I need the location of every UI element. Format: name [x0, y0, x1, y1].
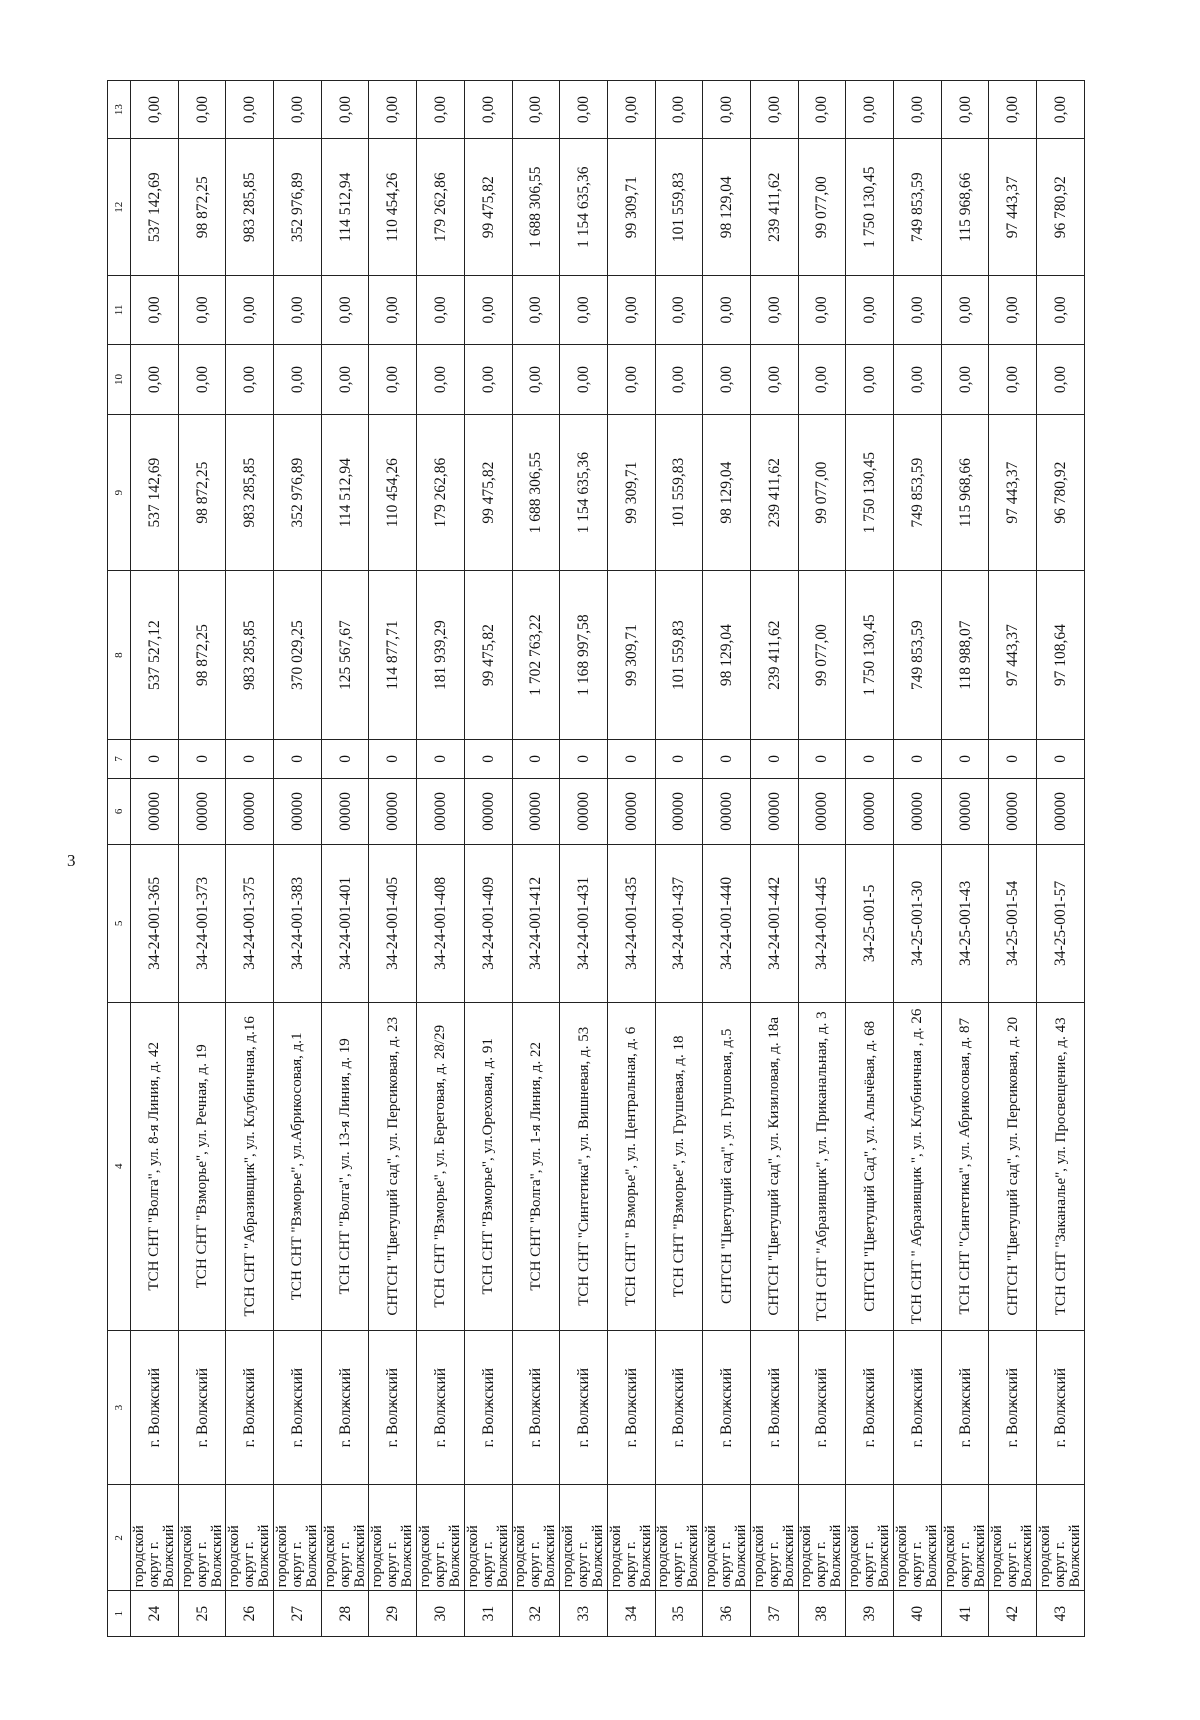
row-number: 38: [798, 1591, 846, 1637]
object-code-cell: 34-24-001-408: [417, 845, 465, 1003]
row-number: 32: [512, 1591, 560, 1637]
col8-value-cell: 1 702 763,22: [512, 571, 560, 740]
column-header: 10: [108, 344, 131, 415]
row-number: 31: [464, 1591, 512, 1637]
col6-cell: 00000: [131, 778, 179, 844]
table-row: [894, 81, 942, 1637]
col7-cell: 0: [941, 740, 989, 778]
address-cell: ТСН СНТ "Взморье", ул.Ореховая, д. 91: [464, 1002, 512, 1330]
col10-value-cell: 0,00: [178, 344, 226, 415]
col9-value-cell: 99 077,00: [798, 415, 846, 571]
district-cell: городской округ г. Волжский: [941, 1485, 989, 1591]
column-header: 11: [108, 276, 131, 345]
col12-value-cell: 352 976,89: [274, 139, 322, 276]
col11-value-cell: 0,00: [798, 276, 846, 345]
col9-value-cell: 983 285,85: [226, 415, 274, 571]
table-row: [846, 81, 894, 1637]
col9-value-cell: 239 411,62: [750, 415, 798, 571]
table-row: [798, 81, 846, 1637]
col8-value-cell: 118 988,07: [941, 571, 989, 740]
col11-value-cell: 0,00: [417, 276, 465, 345]
object-code-cell: 34-25-001-54: [989, 845, 1037, 1003]
col11-value-cell: 0,00: [894, 276, 942, 345]
column-header: 1: [108, 1591, 131, 1637]
city-cell: г. Волжский: [417, 1330, 465, 1485]
district-cell: городской округ г. Волжский: [131, 1485, 179, 1591]
district-cell: городской округ г. Волжский: [178, 1485, 226, 1591]
col7-cell: 0: [274, 740, 322, 778]
row-number: 36: [703, 1591, 751, 1637]
city-cell: г. Волжский: [369, 1330, 417, 1485]
col12-value-cell: 115 968,66: [941, 139, 989, 276]
col11-value-cell: 0,00: [512, 276, 560, 345]
city-cell: г. Волжский: [464, 1330, 512, 1485]
table-row: [703, 81, 751, 1637]
object-code-cell: 34-24-001-365: [131, 845, 179, 1003]
city-cell: г. Волжский: [560, 1330, 608, 1485]
city-cell: г. Волжский: [941, 1330, 989, 1485]
district-cell: городской округ г. Волжский: [226, 1485, 274, 1591]
col8-value-cell: 97 108,64: [1037, 571, 1085, 740]
col9-value-cell: 1 688 306,55: [512, 415, 560, 571]
table-row: [941, 81, 989, 1637]
object-code-cell: 34-25-001-5: [846, 845, 894, 1003]
col6-cell: 00000: [703, 778, 751, 844]
col9-value-cell: 97 443,37: [989, 415, 1037, 571]
col8-value-cell: 98 129,04: [703, 571, 751, 740]
row-number: 27: [274, 1591, 322, 1637]
col6-cell: 00000: [941, 778, 989, 844]
column-header: 13: [108, 81, 131, 139]
object-code-cell: 34-25-001-43: [941, 845, 989, 1003]
col11-value-cell: 0,00: [703, 276, 751, 345]
row-number: 43: [1037, 1591, 1085, 1637]
col12-value-cell: 179 262,86: [417, 139, 465, 276]
district-cell: городской округ г. Волжский: [703, 1485, 751, 1591]
table-body: [131, 81, 1085, 1637]
col8-value-cell: 537 527,12: [131, 571, 179, 740]
col11-value-cell: 0,00: [226, 276, 274, 345]
col7-cell: 0: [1037, 740, 1085, 778]
col7-cell: 0: [798, 740, 846, 778]
col6-cell: 00000: [607, 778, 655, 844]
col11-value-cell: 0,00: [178, 276, 226, 345]
table-row: [417, 81, 465, 1637]
object-code-cell: 34-24-001-435: [607, 845, 655, 1003]
district-cell: городской округ г. Волжский: [798, 1485, 846, 1591]
address-cell: СНТСН "Цветущий сад", ул. Персиковая, д. 20: [989, 1002, 1037, 1330]
col7-cell: 0: [226, 740, 274, 778]
col10-value-cell: 0,00: [989, 344, 1037, 415]
address-cell: СНТСН "Цветущий сад", ул. Кизиловая, д. 18а: [750, 1002, 798, 1330]
rotated-table-sheet: [107, 80, 1085, 1637]
col10-value-cell: 0,00: [560, 344, 608, 415]
address-cell: ТСН СНТ "Волга", ул. 13-я Линия, д. 19: [321, 1002, 369, 1330]
object-code-cell: 34-24-001-409: [464, 845, 512, 1003]
city-cell: г. Волжский: [607, 1330, 655, 1485]
col12-value-cell: 97 443,37: [989, 139, 1037, 276]
col12-value-cell: 110 454,26: [369, 139, 417, 276]
table-row: [560, 81, 608, 1637]
col10-value-cell: 0,00: [131, 344, 179, 415]
city-cell: г. Волжский: [846, 1330, 894, 1485]
data-table: [107, 80, 1085, 1637]
col12-value-cell: 1 750 130,45: [846, 139, 894, 276]
col12-value-cell: 239 411,62: [750, 139, 798, 276]
col9-value-cell: 1 154 635,36: [560, 415, 608, 571]
address-cell: ТСН СНТ " Взморье", ул. Центральная, д. 6: [607, 1002, 655, 1330]
col13-value-cell: 0,00: [321, 81, 369, 139]
col6-cell: 00000: [178, 778, 226, 844]
row-number: 40: [894, 1591, 942, 1637]
object-code-cell: 34-24-001-440: [703, 845, 751, 1003]
object-code-cell: 34-24-001-442: [750, 845, 798, 1003]
table-row: [464, 81, 512, 1637]
col8-value-cell: 99 475,82: [464, 571, 512, 740]
col10-value-cell: 0,00: [464, 344, 512, 415]
address-cell: ТСН СНТ "Взморье", ул. Береговая, д. 28/29: [417, 1002, 465, 1330]
column-header: 4: [108, 1002, 131, 1330]
col7-cell: 0: [989, 740, 1037, 778]
col6-cell: 00000: [226, 778, 274, 844]
col6-cell: 00000: [464, 778, 512, 844]
col8-value-cell: 98 872,25: [178, 571, 226, 740]
col9-value-cell: 352 976,89: [274, 415, 322, 571]
address-cell: ТСН СНТ "Взморье", ул. Речная, д. 19: [178, 1002, 226, 1330]
column-number-row: [108, 81, 131, 1637]
col11-value-cell: 0,00: [846, 276, 894, 345]
address-cell: ТСН СНТ "Абразивщик", ул. Клубничная, д.16: [226, 1002, 274, 1330]
city-cell: г. Волжский: [655, 1330, 703, 1485]
col9-value-cell: 749 853,59: [894, 415, 942, 571]
row-number: 33: [560, 1591, 608, 1637]
address-cell: ТСН СНТ " Абразивщик ", ул. Клубничная , д. 26: [894, 1002, 942, 1330]
address-cell: ТСН СНТ "Взморье", ул.Абрикосовая, д.1: [274, 1002, 322, 1330]
col12-value-cell: 96 780,92: [1037, 139, 1085, 276]
table-row: [369, 81, 417, 1637]
col13-value-cell: 0,00: [798, 81, 846, 139]
col8-value-cell: 101 559,83: [655, 571, 703, 740]
city-cell: г. Волжский: [274, 1330, 322, 1485]
col9-value-cell: 1 750 130,45: [846, 415, 894, 571]
column-header: 8: [108, 571, 131, 740]
district-cell: городской округ г. Волжский: [894, 1485, 942, 1591]
col11-value-cell: 0,00: [989, 276, 1037, 345]
col11-value-cell: 0,00: [464, 276, 512, 345]
col6-cell: 00000: [560, 778, 608, 844]
col13-value-cell: 0,00: [369, 81, 417, 139]
row-number: 26: [226, 1591, 274, 1637]
address-cell: ТСН СНТ "Волга", ул. 1-я Линия, д. 22: [512, 1002, 560, 1330]
city-cell: г. Волжский: [798, 1330, 846, 1485]
address-cell: ТСН СНТ "Заканалье", ул. Просвещение, д. 43: [1037, 1002, 1085, 1330]
col10-value-cell: 0,00: [703, 344, 751, 415]
col10-value-cell: 0,00: [512, 344, 560, 415]
city-cell: г. Волжский: [321, 1330, 369, 1485]
col11-value-cell: 0,00: [607, 276, 655, 345]
col7-cell: 0: [417, 740, 465, 778]
col13-value-cell: 0,00: [274, 81, 322, 139]
row-number: 39: [846, 1591, 894, 1637]
row-number: 42: [989, 1591, 1037, 1637]
col6-cell: 00000: [274, 778, 322, 844]
col11-value-cell: 0,00: [274, 276, 322, 345]
col7-cell: 0: [131, 740, 179, 778]
col11-value-cell: 0,00: [321, 276, 369, 345]
table-row: [226, 81, 274, 1637]
col10-value-cell: 0,00: [798, 344, 846, 415]
table-row: [607, 81, 655, 1637]
col6-cell: 00000: [989, 778, 1037, 844]
table-row: [178, 81, 226, 1637]
col9-value-cell: 114 512,94: [321, 415, 369, 571]
col13-value-cell: 0,00: [607, 81, 655, 139]
col10-value-cell: 0,00: [846, 344, 894, 415]
col8-value-cell: 1 750 130,45: [846, 571, 894, 740]
col12-value-cell: 1 688 306,55: [512, 139, 560, 276]
address-cell: СНТСН "Цветущий сад", ул. Грушовая, д.5: [703, 1002, 751, 1330]
city-cell: г. Волжский: [512, 1330, 560, 1485]
district-cell: городской округ г. Волжский: [274, 1485, 322, 1591]
col6-cell: 00000: [369, 778, 417, 844]
table-row: [989, 81, 1037, 1637]
city-cell: г. Волжский: [131, 1330, 179, 1485]
row-number: 37: [750, 1591, 798, 1637]
col7-cell: 0: [321, 740, 369, 778]
row-number: 25: [178, 1591, 226, 1637]
object-code-cell: 34-25-001-30: [894, 845, 942, 1003]
column-header: 9: [108, 415, 131, 571]
object-code-cell: 34-24-001-373: [178, 845, 226, 1003]
table-row: [512, 81, 560, 1637]
col10-value-cell: 0,00: [417, 344, 465, 415]
col8-value-cell: 239 411,62: [750, 571, 798, 740]
col6-cell: 00000: [655, 778, 703, 844]
district-cell: городской округ г. Волжский: [989, 1485, 1037, 1591]
object-code-cell: 34-24-001-383: [274, 845, 322, 1003]
col10-value-cell: 0,00: [226, 344, 274, 415]
col12-value-cell: 98 129,04: [703, 139, 751, 276]
table-row: [274, 81, 322, 1637]
col13-value-cell: 0,00: [560, 81, 608, 139]
object-code-cell: 34-25-001-57: [1037, 845, 1085, 1003]
col11-value-cell: 0,00: [369, 276, 417, 345]
col12-value-cell: 99 077,00: [798, 139, 846, 276]
col7-cell: 0: [750, 740, 798, 778]
col10-value-cell: 0,00: [941, 344, 989, 415]
address-cell: ТСН СНТ "Взморье", ул. Грушевая, д. 18: [655, 1002, 703, 1330]
district-cell: городской округ г. Волжский: [607, 1485, 655, 1591]
col11-value-cell: 0,00: [941, 276, 989, 345]
col12-value-cell: 983 285,85: [226, 139, 274, 276]
col10-value-cell: 0,00: [655, 344, 703, 415]
col13-value-cell: 0,00: [655, 81, 703, 139]
row-number: 28: [321, 1591, 369, 1637]
column-header: 5: [108, 845, 131, 1003]
col10-value-cell: 0,00: [894, 344, 942, 415]
address-cell: СНТСН "Цветущий Сад", ул. Алычёвая, д. 68: [846, 1002, 894, 1330]
col9-value-cell: 101 559,83: [655, 415, 703, 571]
col8-value-cell: 983 285,85: [226, 571, 274, 740]
district-cell: городской округ г. Волжский: [369, 1485, 417, 1591]
col7-cell: 0: [560, 740, 608, 778]
col13-value-cell: 0,00: [989, 81, 1037, 139]
col10-value-cell: 0,00: [1037, 344, 1085, 415]
address-cell: ТСН СНТ "Синтетика", ул. Вишневая, д. 53: [560, 1002, 608, 1330]
col9-value-cell: 537 142,69: [131, 415, 179, 571]
col12-value-cell: 114 512,94: [321, 139, 369, 276]
col6-cell: 00000: [750, 778, 798, 844]
col12-value-cell: 1 154 635,36: [560, 139, 608, 276]
col7-cell: 0: [464, 740, 512, 778]
column-header: 7: [108, 740, 131, 778]
address-cell: ТСН СНТ "Волга", ул. 8-я Линия, д. 42: [131, 1002, 179, 1330]
col11-value-cell: 0,00: [560, 276, 608, 345]
col7-cell: 0: [178, 740, 226, 778]
table-row: [655, 81, 703, 1637]
row-number: 35: [655, 1591, 703, 1637]
object-code-cell: 34-24-001-405: [369, 845, 417, 1003]
col6-cell: 00000: [798, 778, 846, 844]
table-row: [321, 81, 369, 1637]
column-header: 12: [108, 139, 131, 276]
district-cell: городской округ г. Волжский: [417, 1485, 465, 1591]
city-cell: г. Волжский: [178, 1330, 226, 1485]
col8-value-cell: 125 567,67: [321, 571, 369, 740]
object-code-cell: 34-24-001-445: [798, 845, 846, 1003]
col12-value-cell: 99 475,82: [464, 139, 512, 276]
district-cell: городской округ г. Волжский: [464, 1485, 512, 1591]
col8-value-cell: 749 853,59: [894, 571, 942, 740]
col12-value-cell: 749 853,59: [894, 139, 942, 276]
col13-value-cell: 0,00: [226, 81, 274, 139]
col9-value-cell: 115 968,66: [941, 415, 989, 571]
col12-value-cell: 101 559,83: [655, 139, 703, 276]
col9-value-cell: 99 475,82: [464, 415, 512, 571]
object-code-cell: 34-24-001-412: [512, 845, 560, 1003]
col13-value-cell: 0,00: [464, 81, 512, 139]
col7-cell: 0: [703, 740, 751, 778]
row-number: 24: [131, 1591, 179, 1637]
col8-value-cell: 1 168 997,58: [560, 571, 608, 740]
object-code-cell: 34-24-001-437: [655, 845, 703, 1003]
col9-value-cell: 98 129,04: [703, 415, 751, 571]
col9-value-cell: 96 780,92: [1037, 415, 1085, 571]
address-cell: ТСН СНТ "Синтетика", ул. Абрикосовая, д. 87: [941, 1002, 989, 1330]
col10-value-cell: 0,00: [321, 344, 369, 415]
city-cell: г. Волжский: [226, 1330, 274, 1485]
col10-value-cell: 0,00: [274, 344, 322, 415]
page-number: 3: [67, 851, 76, 870]
col13-value-cell: 0,00: [1037, 81, 1085, 139]
col8-value-cell: 370 029,25: [274, 571, 322, 740]
district-cell: городской округ г. Волжский: [512, 1485, 560, 1591]
col8-value-cell: 97 443,37: [989, 571, 1037, 740]
col6-cell: 00000: [846, 778, 894, 844]
district-cell: городской округ г. Волжский: [655, 1485, 703, 1591]
col6-cell: 00000: [1037, 778, 1085, 844]
row-number: 29: [369, 1591, 417, 1637]
object-code-cell: 34-24-001-401: [321, 845, 369, 1003]
column-header: 3: [108, 1330, 131, 1485]
col13-value-cell: 0,00: [846, 81, 894, 139]
col8-value-cell: 99 077,00: [798, 571, 846, 740]
col6-cell: 00000: [894, 778, 942, 844]
col7-cell: 0: [846, 740, 894, 778]
city-cell: г. Волжский: [1037, 1330, 1085, 1485]
col6-cell: 00000: [512, 778, 560, 844]
col13-value-cell: 0,00: [417, 81, 465, 139]
col10-value-cell: 0,00: [607, 344, 655, 415]
col13-value-cell: 0,00: [131, 81, 179, 139]
col7-cell: 0: [894, 740, 942, 778]
column-header: 6: [108, 778, 131, 844]
col10-value-cell: 0,00: [750, 344, 798, 415]
col13-value-cell: 0,00: [512, 81, 560, 139]
city-cell: г. Волжский: [894, 1330, 942, 1485]
object-code-cell: 34-24-001-375: [226, 845, 274, 1003]
col11-value-cell: 0,00: [655, 276, 703, 345]
col12-value-cell: 537 142,69: [131, 139, 179, 276]
column-header: 2: [108, 1485, 131, 1591]
col13-value-cell: 0,00: [941, 81, 989, 139]
district-cell: городской округ г. Волжский: [750, 1485, 798, 1591]
col12-value-cell: 99 309,71: [607, 139, 655, 276]
col9-value-cell: 98 872,25: [178, 415, 226, 571]
col6-cell: 00000: [417, 778, 465, 844]
district-cell: городской округ г. Волжский: [560, 1485, 608, 1591]
col7-cell: 0: [369, 740, 417, 778]
col10-value-cell: 0,00: [369, 344, 417, 415]
col13-value-cell: 0,00: [178, 81, 226, 139]
col7-cell: 0: [512, 740, 560, 778]
row-number: 41: [941, 1591, 989, 1637]
city-cell: г. Волжский: [750, 1330, 798, 1485]
table-row: [131, 81, 179, 1637]
col11-value-cell: 0,00: [1037, 276, 1085, 345]
col9-value-cell: 179 262,86: [417, 415, 465, 571]
col8-value-cell: 181 939,29: [417, 571, 465, 740]
object-code-cell: 34-24-001-431: [560, 845, 608, 1003]
col9-value-cell: 99 309,71: [607, 415, 655, 571]
col6-cell: 00000: [321, 778, 369, 844]
col11-value-cell: 0,00: [131, 276, 179, 345]
district-cell: городской округ г. Волжский: [321, 1485, 369, 1591]
table-row: [1037, 81, 1085, 1637]
col7-cell: 0: [655, 740, 703, 778]
table-row: [750, 81, 798, 1637]
district-cell: городской округ г. Волжский: [846, 1485, 894, 1591]
col13-value-cell: 0,00: [703, 81, 751, 139]
col13-value-cell: 0,00: [894, 81, 942, 139]
col11-value-cell: 0,00: [750, 276, 798, 345]
row-number: 30: [417, 1591, 465, 1637]
city-cell: г. Волжский: [989, 1330, 1037, 1485]
col7-cell: 0: [607, 740, 655, 778]
col8-value-cell: 99 309,71: [607, 571, 655, 740]
col9-value-cell: 110 454,26: [369, 415, 417, 571]
address-cell: СНТСН "Цветущий сад", ул. Персиковая, д. 23: [369, 1002, 417, 1330]
row-number: 34: [607, 1591, 655, 1637]
col13-value-cell: 0,00: [750, 81, 798, 139]
city-cell: г. Волжский: [703, 1330, 751, 1485]
address-cell: ТСН СНТ "Абразивщик", ул. Приканальная, д. 3: [798, 1002, 846, 1330]
col8-value-cell: 114 877,71: [369, 571, 417, 740]
district-cell: городской округ г. Волжский: [1037, 1485, 1085, 1591]
col12-value-cell: 98 872,25: [178, 139, 226, 276]
